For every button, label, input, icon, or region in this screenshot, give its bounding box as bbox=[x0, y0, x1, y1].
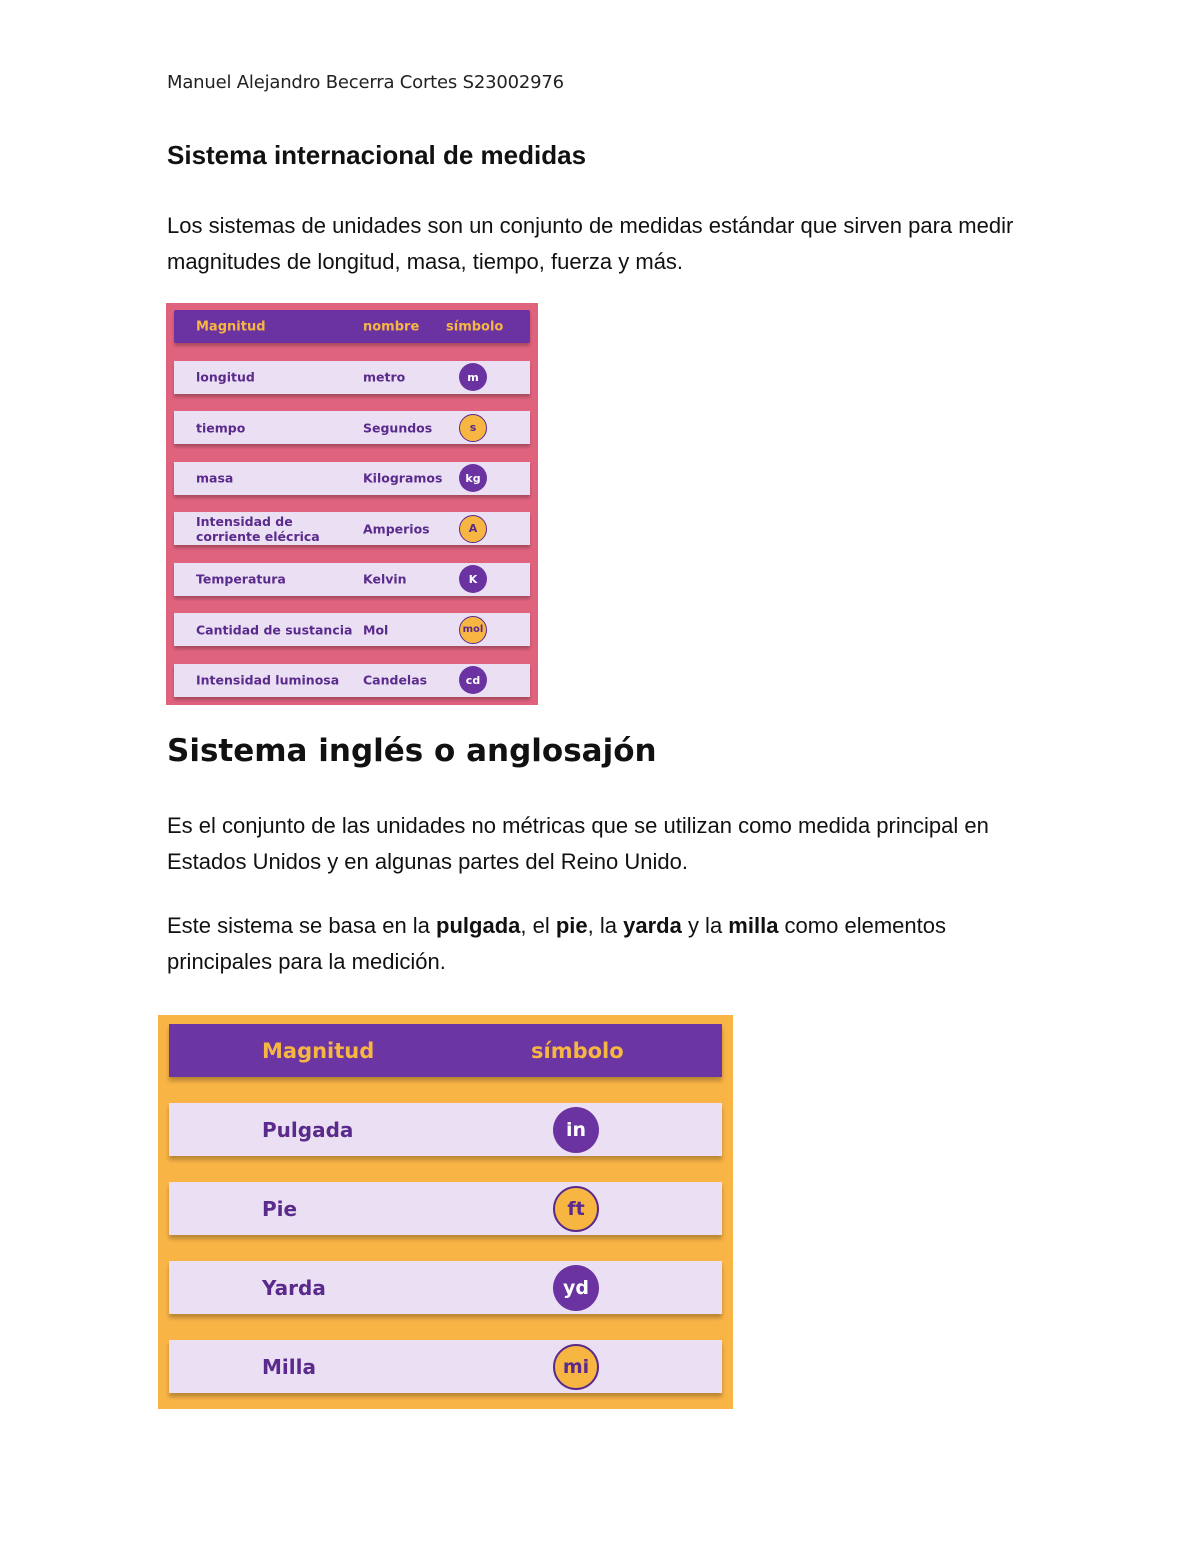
header-simbolo: símbolo bbox=[531, 1038, 624, 1063]
english-paragraph-2 bbox=[167, 908, 1027, 980]
en-table-row bbox=[169, 1261, 722, 1314]
si-table-row bbox=[174, 411, 530, 444]
row-magnitud: Pie bbox=[262, 1196, 298, 1221]
symbol-badge: yd bbox=[553, 1265, 599, 1311]
english-paragraph-1: Es el conjunto de las unidades no métricas que se utilizan como medida principal en Estados Unidos y en algunas partes del Reino Unido. bbox=[167, 813, 989, 874]
row-nombre: Kilogramos bbox=[363, 470, 443, 486]
header-magnitud: Magnitud bbox=[262, 1038, 375, 1063]
header-magnitud: Magnitud bbox=[196, 319, 266, 334]
row-magnitud: Milla bbox=[262, 1354, 316, 1379]
english-units-table bbox=[158, 1015, 733, 1409]
si-table-header bbox=[174, 310, 530, 343]
row-magnitud: tiempo bbox=[196, 420, 246, 435]
symbol-badge: mol bbox=[459, 616, 487, 644]
text-run: y la bbox=[681, 913, 729, 938]
bold-yarda: yarda bbox=[623, 913, 682, 938]
si-table-row bbox=[174, 361, 530, 394]
text-run: , la bbox=[587, 913, 624, 938]
intro-paragraph: Los sistemas de unidades son un conjunto de medidas estándar que sirven para medir magnitudes de longitud, masa, tiempo, fuerza y más. bbox=[167, 213, 1014, 274]
symbol-badge: K bbox=[459, 565, 487, 593]
row-magnitud: Pulgada bbox=[262, 1117, 354, 1142]
section-title-si: Sistema internacional de medidas bbox=[167, 140, 587, 170]
symbol-badge: mi bbox=[553, 1344, 599, 1390]
en-table-row bbox=[169, 1103, 722, 1156]
bold-pie: pie bbox=[555, 913, 588, 938]
symbol-badge: ft bbox=[553, 1186, 599, 1232]
row-nombre: metro bbox=[363, 369, 406, 385]
row-nombre: Mol bbox=[363, 622, 389, 637]
si-table-row bbox=[174, 462, 530, 495]
en-table-row bbox=[169, 1182, 722, 1235]
en-table-row bbox=[169, 1340, 722, 1393]
symbol-badge: m bbox=[459, 363, 487, 391]
row-nombre: Segundos bbox=[363, 420, 433, 435]
row-magnitud: Intensidad de corriente elécrica bbox=[196, 513, 320, 544]
row-nombre: Candelas bbox=[363, 672, 428, 688]
symbol-badge: s bbox=[459, 414, 487, 442]
header-simbolo: símbolo bbox=[446, 319, 504, 334]
row-magnitud: Intensidad luminosa bbox=[196, 672, 340, 688]
row-magnitud: masa bbox=[196, 470, 234, 486]
text-run: , el bbox=[520, 913, 556, 938]
author-header: Manuel Alejandro Becerra Cortes S23002976 bbox=[167, 72, 564, 93]
bold-pulgada: pulgada bbox=[436, 913, 521, 938]
si-table-row bbox=[174, 613, 530, 646]
si-table-row bbox=[174, 512, 530, 545]
si-units-table bbox=[166, 303, 538, 705]
header-nombre: nombre bbox=[363, 319, 420, 334]
row-magnitud: Cantidad de sustancia bbox=[196, 622, 353, 637]
en-table-header bbox=[169, 1024, 722, 1077]
row-magnitud: longitud bbox=[196, 369, 255, 385]
symbol-badge: A bbox=[459, 515, 487, 543]
row-magnitud: Temperatura bbox=[196, 571, 286, 587]
symbol-badge: cd bbox=[459, 666, 487, 694]
text-run: Este sistema se basa en la bbox=[167, 913, 437, 938]
row-magnitud: Yarda bbox=[262, 1275, 326, 1300]
si-table-row bbox=[174, 563, 530, 596]
text-run: como elementos principales para la medición. bbox=[167, 913, 946, 974]
symbol-badge: in bbox=[553, 1107, 599, 1153]
symbol-badge: kg bbox=[459, 464, 487, 492]
row-nombre: Kelvin bbox=[363, 571, 407, 587]
row-nombre: Amperios bbox=[363, 521, 430, 536]
bold-milla: milla bbox=[728, 913, 779, 938]
section-title-english: Sistema inglés o anglosajón bbox=[167, 733, 657, 769]
si-table-row bbox=[174, 664, 530, 697]
